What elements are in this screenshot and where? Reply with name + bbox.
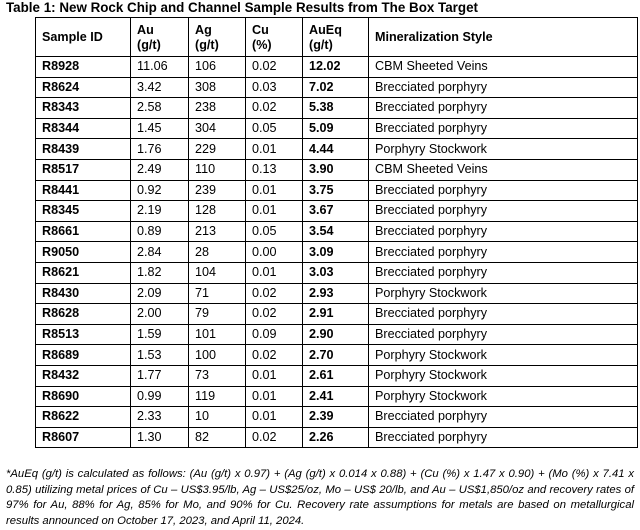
cell-aueq: 2.91 [303,304,369,325]
cell-ag: 213 [189,221,246,242]
cell-sample-id: R8607 [36,427,131,448]
cell-ag: 238 [189,98,246,119]
table-row [36,386,638,407]
cell-au: 2.49 [131,159,189,180]
header-sample-id: Sample ID [36,18,131,57]
cell-ag: 79 [189,304,246,325]
cell-mineralization-style: Brecciated porphyry [369,77,638,98]
cell-sample-id: R8513 [36,324,131,345]
cell-aueq: 3.03 [303,262,369,283]
cell-aueq: 2.90 [303,324,369,345]
cell-cu: 0.02 [246,345,303,366]
cell-cu: 0.05 [246,221,303,242]
header-cu: Cu (%) [246,18,303,57]
table-row [36,407,638,428]
cell-cu: 0.02 [246,283,303,304]
cell-sample-id: R8621 [36,262,131,283]
cell-aueq: 7.02 [303,77,369,98]
cell-au: 1.77 [131,365,189,386]
cell-au: 2.84 [131,242,189,263]
cell-sample-id: R8344 [36,118,131,139]
cell-au: 1.59 [131,324,189,345]
table-row [36,304,638,325]
table-row [36,283,638,304]
cell-sample-id: R8624 [36,77,131,98]
cell-cu: 0.03 [246,77,303,98]
cell-mineralization-style: Brecciated porphyry [369,304,638,325]
table-row [36,201,638,222]
cell-sample-id: R8432 [36,365,131,386]
cell-aueq: 5.09 [303,118,369,139]
cell-aueq: 5.38 [303,98,369,119]
cell-sample-id: R9050 [36,242,131,263]
cell-cu: 0.01 [246,262,303,283]
cell-mineralization-style: CBM Sheeted Veins [369,159,638,180]
cell-mineralization-style: Brecciated porphyry [369,324,638,345]
table-row [36,159,638,180]
cell-au: 2.58 [131,98,189,119]
cell-mineralization-style: Brecciated porphyry [369,118,638,139]
cell-sample-id: R8517 [36,159,131,180]
cell-au: 11.06 [131,57,189,78]
cell-au: 1.53 [131,345,189,366]
cell-cu: 0.02 [246,98,303,119]
sample-results-table [35,17,638,448]
cell-ag: 10 [189,407,246,428]
cell-ag: 128 [189,201,246,222]
cell-au: 3.42 [131,77,189,98]
cell-au: 2.00 [131,304,189,325]
cell-sample-id: R8628 [36,304,131,325]
cell-aueq: 3.54 [303,221,369,242]
table-row [36,365,638,386]
cell-mineralization-style: Brecciated porphyry [369,427,638,448]
cell-ag: 119 [189,386,246,407]
table-row [36,118,638,139]
cell-cu: 0.01 [246,139,303,160]
cell-ag: 106 [189,57,246,78]
cell-sample-id: R8622 [36,407,131,428]
header-ag: Ag (g/t) [189,18,246,57]
cell-cu: 0.00 [246,242,303,263]
cell-aueq: 2.41 [303,386,369,407]
cell-cu: 0.02 [246,427,303,448]
cell-cu: 0.01 [246,365,303,386]
cell-sample-id: R8430 [36,283,131,304]
cell-ag: 82 [189,427,246,448]
cell-aueq: 3.09 [303,242,369,263]
cell-ag: 28 [189,242,246,263]
footnote-text: *AuEq (g/t) is calculated as follows: (Au (g/t) x 0.97) + (Ag (g/t) x 0.014 x 0.88) + (Cu (%) x 1.47 x 0.90) + (Mo (%) x 7.41 x 0.85) utilizing metal prices of Cu – US$3.95/lb, Ag – US$25/oz, Mo – US$ 20/lb, and Au – US$1,850/oz and recovery rates of 97% for Au, 88% for Ag, 85% for Mo, and 90% for Cu. Recovery rate assumptions for metals are based on metallurgical results announced on October 17, 2023, and April 11, 2024. [6,468,634,527]
cell-aueq: 3.90 [303,159,369,180]
cell-au: 2.33 [131,407,189,428]
table-header [36,18,638,57]
table-row [36,345,638,366]
table-row [36,139,638,160]
cell-au: 0.89 [131,221,189,242]
header-aueq: AuEq (g/t) [303,18,369,57]
cell-mineralization-style: Porphyry Stockwork [369,345,638,366]
table-row [36,242,638,263]
cell-cu: 0.01 [246,407,303,428]
cell-cu: 0.01 [246,180,303,201]
cell-aueq: 2.26 [303,427,369,448]
table-body [36,57,638,448]
table-row [36,324,638,345]
cell-aueq: 4.44 [303,139,369,160]
cell-ag: 101 [189,324,246,345]
cell-cu: 0.02 [246,57,303,78]
cell-ag: 304 [189,118,246,139]
cell-ag: 239 [189,180,246,201]
cell-mineralization-style: CBM Sheeted Veins [369,57,638,78]
cell-mineralization-style: Porphyry Stockwork [369,386,638,407]
cell-sample-id: R8345 [36,201,131,222]
cell-mineralization-style: Brecciated porphyry [369,98,638,119]
table-title: Table 1: New Rock Chip and Channel Sample Results from The Box Target [6,0,478,15]
cell-cu: 0.02 [246,304,303,325]
table-row [36,77,638,98]
cell-sample-id: R8661 [36,221,131,242]
cell-ag: 104 [189,262,246,283]
cell-mineralization-style: Brecciated porphyry [369,407,638,428]
cell-mineralization-style: Porphyry Stockwork [369,365,638,386]
cell-au: 1.82 [131,262,189,283]
aueq-footnote [6,467,634,529]
header-row [36,18,638,57]
cell-cu: 0.01 [246,386,303,407]
cell-aueq: 2.61 [303,365,369,386]
cell-ag: 110 [189,159,246,180]
cell-mineralization-style: Brecciated porphyry [369,242,638,263]
cell-au: 1.76 [131,139,189,160]
cell-ag: 308 [189,77,246,98]
cell-aueq: 12.02 [303,57,369,78]
cell-mineralization-style: Brecciated porphyry [369,180,638,201]
cell-mineralization-style: Brecciated porphyry [369,201,638,222]
cell-sample-id: R8690 [36,386,131,407]
cell-au: 1.30 [131,427,189,448]
cell-sample-id: R8441 [36,180,131,201]
cell-sample-id: R8689 [36,345,131,366]
cell-sample-id: R8928 [36,57,131,78]
cell-cu: 0.05 [246,118,303,139]
cell-aueq: 2.70 [303,345,369,366]
cell-au: 1.45 [131,118,189,139]
cell-ag: 73 [189,365,246,386]
table-row [36,427,638,448]
cell-mineralization-style: Porphyry Stockwork [369,139,638,160]
table-row [36,98,638,119]
cell-cu: 0.01 [246,201,303,222]
cell-sample-id: R8439 [36,139,131,160]
table-row [36,57,638,78]
cell-aueq: 3.75 [303,180,369,201]
cell-ag: 100 [189,345,246,366]
table-row [36,180,638,201]
cell-aueq: 2.93 [303,283,369,304]
cell-sample-id: R8343 [36,98,131,119]
cell-au: 0.99 [131,386,189,407]
cell-mineralization-style: Brecciated porphyry [369,262,638,283]
table-row [36,262,638,283]
cell-au: 2.09 [131,283,189,304]
cell-aueq: 2.39 [303,407,369,428]
cell-ag: 71 [189,283,246,304]
cell-ag: 229 [189,139,246,160]
cell-mineralization-style: Porphyry Stockwork [369,283,638,304]
header-au: Au (g/t) [131,18,189,57]
cell-mineralization-style: Brecciated porphyry [369,221,638,242]
cell-au: 2.19 [131,201,189,222]
cell-au: 0.92 [131,180,189,201]
cell-aueq: 3.67 [303,201,369,222]
header-mineralization-style: Mineralization Style [369,18,638,57]
table-row [36,221,638,242]
cell-cu: 0.09 [246,324,303,345]
cell-cu: 0.13 [246,159,303,180]
